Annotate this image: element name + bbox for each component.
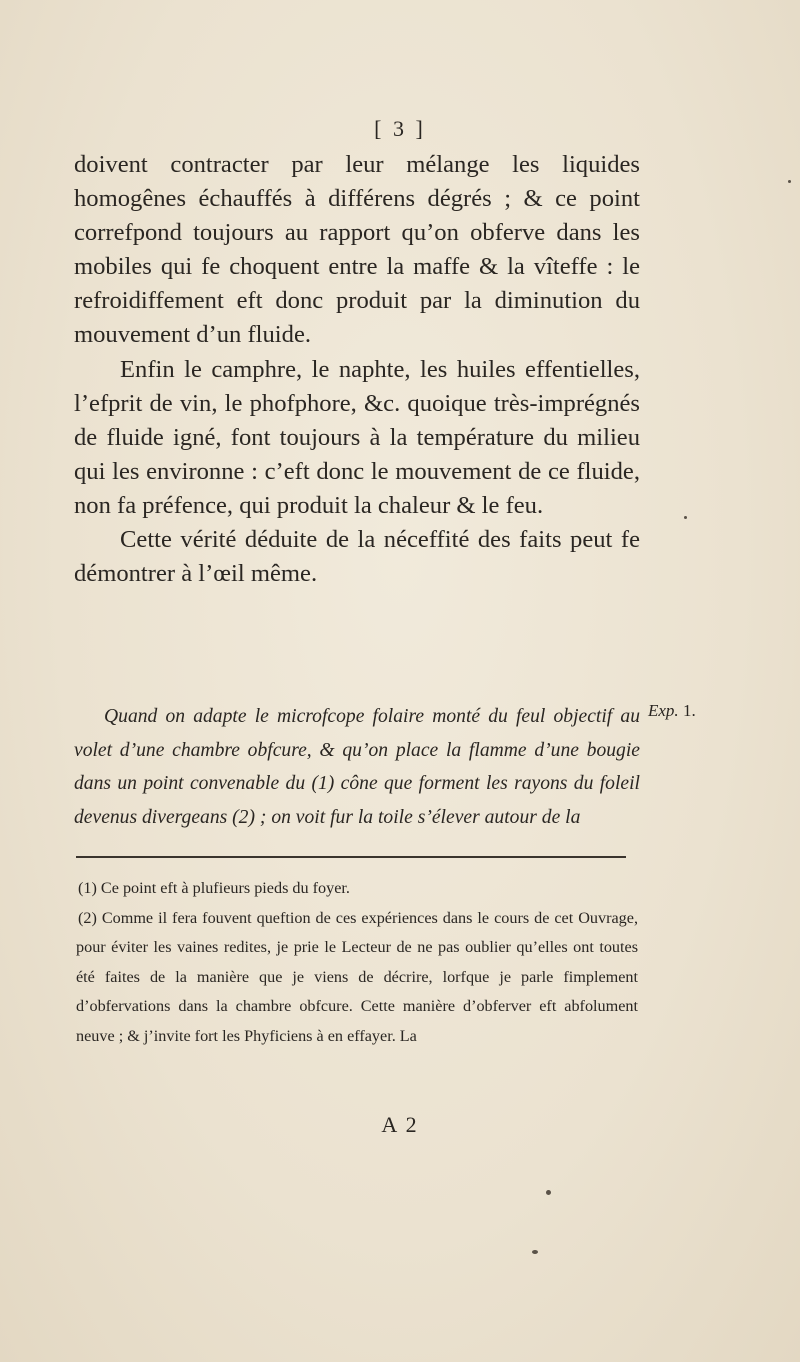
page-number: [ 3 ] [374, 116, 426, 141]
ink-speck [684, 516, 687, 519]
ink-speck [546, 1190, 551, 1195]
margin-note-number: 1. [682, 701, 696, 720]
ink-speck [532, 1250, 538, 1254]
ink-speck [788, 180, 791, 183]
margin-note [648, 700, 696, 722]
signature-mark: A 2 [381, 1112, 419, 1137]
paragraph-2: Enfin le camphre, le naphte, les huiles effentielles, l’efprit de vin, le phofphore, &c. quoique très-imprégnés de fluide igné, font toujours à la température du milieu qui les environne : c’eft donc le mouvement de ce fluide, non fa préfence, qui produit la chaleur & le feu. [74, 355, 640, 519]
footnotes [76, 874, 638, 1052]
experiment-paragraph: Quand on adapte le microfcope folaire monté du feul objectif au volet d’une chambre obfcure, & qu’on place la flamme d’une bougie dans un point convenable du (1) cône que forment les rayons du foleil devenus divergeans (2) ; on voit fur la toile s’élever autour de la [74, 706, 640, 828]
footnote-rule [76, 856, 626, 858]
experiment-text [74, 700, 640, 834]
main-text [74, 148, 640, 591]
footnote-1: (1) Ce point eft à plufieurs pieds du foyer. [78, 879, 350, 897]
margin-note-label: Exp. [648, 701, 679, 720]
paragraph-1: doivent contracter par leur mélange les liquides homogênes échauffés à différens dégrés ; & ce point correfpond toujours au rapport qu’on obferve dans les mobiles qui fe choquent entre la maffe & la vîteffe : le refroidiffement eft donc produit par la diminution du mouvement d’un fluide. [74, 151, 640, 349]
footnote-2: (2) Comme il fera fouvent queftion de ces expériences dans le cours de cet Ouvrage, pour éviter les vaines redites, je prie le Lecteur de ne pas oublier qu’elles ont toutes été faites de la manière que je viens de décrire, lorfque je parle fimplement d’obfervations dans la chambre obfcure. Cette manière d’obferver eft abfolument neuve ; & j’invite fort les Phyficiens à en effayer. La [76, 908, 638, 1045]
paragraph-3: Cette vérité déduite de la néceffité des faits peut fe démontrer à l’œil même. [74, 526, 640, 588]
